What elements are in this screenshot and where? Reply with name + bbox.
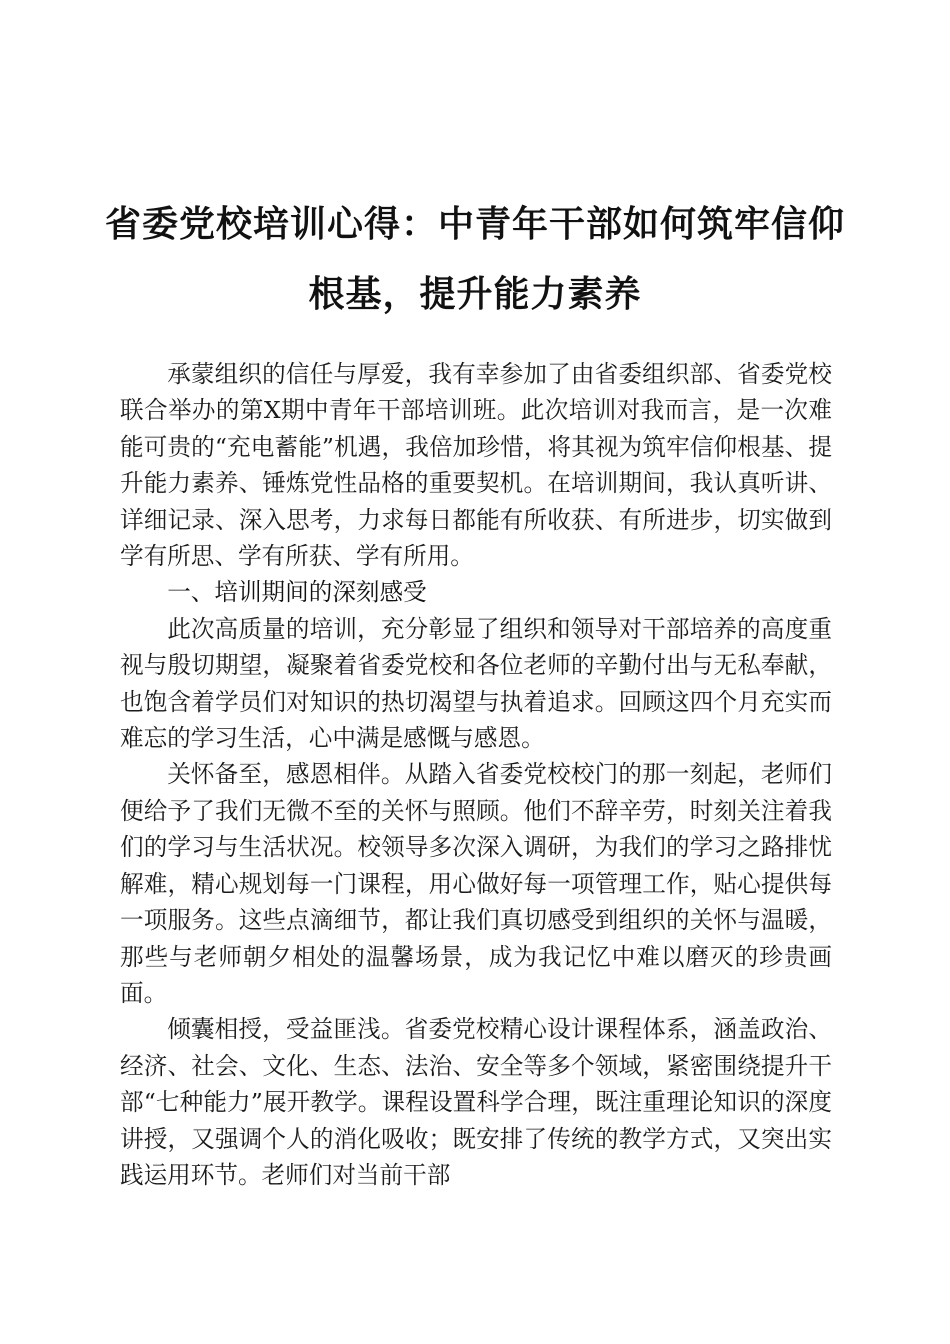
paragraph-teaching: 倾囊相授，受益匪浅。省委党校精心设计课程体系，涵盖政治、经济、社会、文化、生态、法治、安全等多个领域，紧密围绕提升干部“七种能力”展开教学。课程设置科学合理，既注重理论知识的深度讲授，又强调个人的消化吸收；既安排了传统的教学方式，又突出实践运用环节。老师们对当前干部 xyxy=(120,1015,832,1189)
paragraph-section1-overview: 此次高质量的培训，充分彰显了组织和领导对干部培养的高度重视与殷切期望，凝聚着省委党校和各位老师的辛勤付出与无私奉献，也饱含着学员们对知识的热切渴望与执着追求。回顾这四个月充实而难忘的学习生活，心中满是感慨与感恩。 xyxy=(120,614,832,753)
paragraph-intro: 承蒙组织的信任与厚爱，我有幸参加了由省委组织部、省委党校联合举办的第X期中青年干部培训班。此次培训对我而言，是一次难能可贵的“充电蓄能”机遇，我倍加珍惜，将其视为筑牢信仰根基、提升能力素养、锤炼党性品格的重要契机。在培训期间，我认真听讲、详细记录、深入思考，力求每日都能有所收获、有所进步，切实做到学有所思、学有所获、学有所用。 xyxy=(120,360,832,571)
paragraph-care: 关怀备至，感恩相伴。从踏入省委党校校门的那一刻起，老师们便给予了我们无微不至的关怀与照顾。他们不辞辛劳，时刻关注着我们的学习与生活状况。校领导多次深入调研，为我们的学习之路排忧解难，精心规划每一门课程，用心做好每一项管理工作，贴心提供每一项服务。这些点滴细节，都让我们真切感受到组织的关怀与温暖，那些与老师朝夕相处的温馨场景，成为我记忆中难以磨灭的珍贵画面。 xyxy=(120,760,832,1007)
section-heading-1: 一、培训期间的深刻感受 xyxy=(167,578,427,607)
document-title-line-2: 根基，提升能力素养 xyxy=(308,273,642,315)
document-title-line-1: 省委党校培训心得：中青年干部如何筑牢信仰 xyxy=(104,203,845,245)
document-body xyxy=(120,356,832,1193)
